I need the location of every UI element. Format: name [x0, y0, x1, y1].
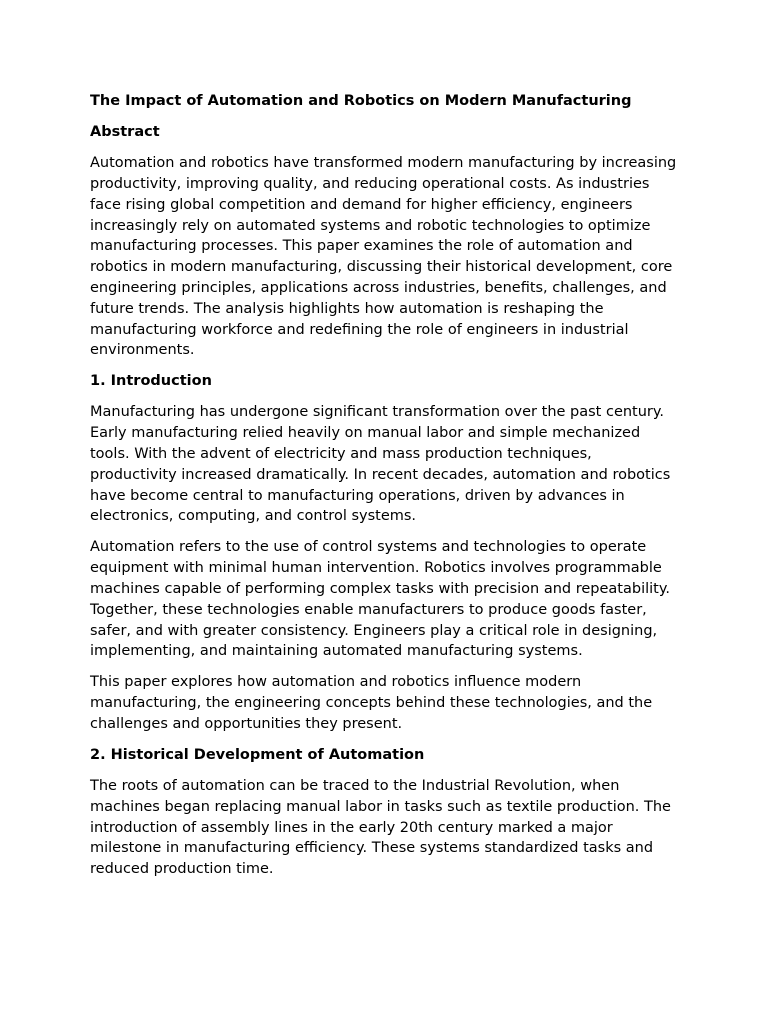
- historical-development-paragraph-1: The roots of automation can be traced to the Industrial Revolution, when machines began replacing manual labor in tasks such as textile production. The introduction of assembly lines in the early 20th century marked a major milestone in manufacturing efficiency. These systems standardized tasks and reduced production time.: [90, 777, 671, 878]
- introduction-paragraph-2: Automation refers to the use of control systems and technologies to operate equipment with minimal human intervention. Robotics involves programmable machines capable of performing complex tasks with precision and repeatability. Together, these technologies enable manufacturers to produce goods faster, safer, and with greater consistency. Engineers play a critical role in designing, implementing, and maintaining automated manufacturing systems.: [90, 539, 670, 660]
- introduction-paragraph-1: Manufacturing has undergone significant transformation over the past century. Early manufacturing relied heavily on manual labor and simple mechanized tools. With the advent of electricity and mass production techniques, productivity increased dramatically. In recent decades, automation and robotics have become central to manufacturing operations, driven by advances in electronics, computing, and control systems.: [90, 404, 671, 525]
- introduction-paragraph-3: This paper explores how automation and robotics influence modern manufacturing, the engineering concepts behind these technologies, and the challenges and opportunities they present.: [90, 674, 653, 732]
- abstract-paragraph: Automation and robotics have transformed modern manufacturing by increasing productivity, improving quality, and reducing operational costs. As industries face rising global competition and demand for higher efficiency, engineers increasingly rely on automated systems and robotic technologies to optimize manufacturing processes. This paper examines the role of automation and robotics in modern manufacturing, discussing their historical development, core engineering principles, applications across industries, benefits, challenges, and future trends. The analysis highlights how automation is reshaping the manufacturing workforce and redefining the role of engineers in industrial environments.: [90, 155, 677, 359]
- paper-title: The Impact of Automation and Robotics on Modern Manufacturing: [90, 93, 632, 109]
- section-heading-introduction: 1. Introduction: [90, 373, 212, 390]
- document-content: [90, 89, 682, 890]
- abstract-heading: Abstract: [90, 124, 160, 141]
- section-heading-historical-development: 2. Historical Development of Automation: [90, 746, 425, 763]
